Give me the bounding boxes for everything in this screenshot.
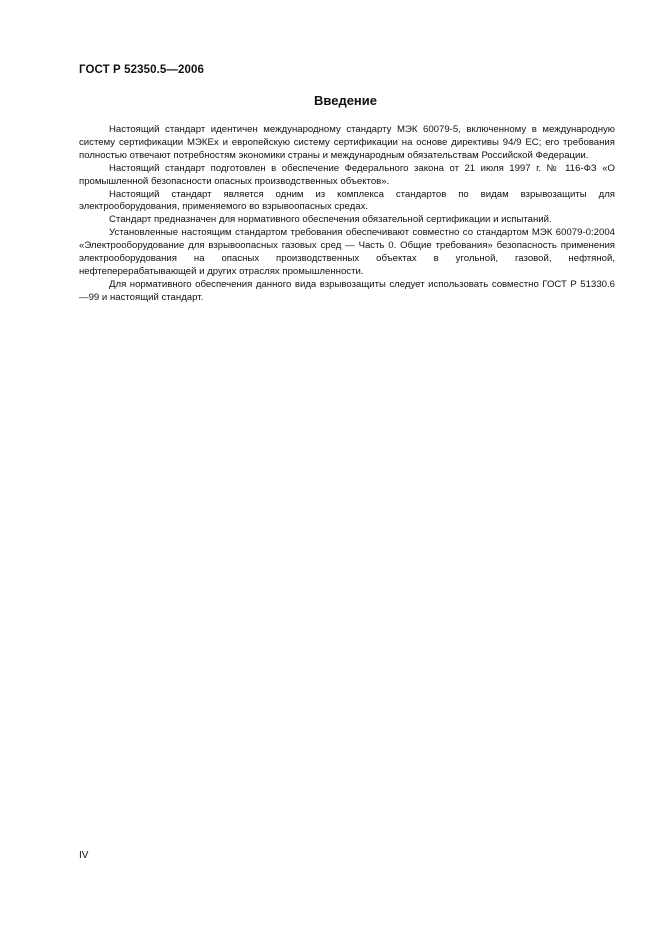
paragraph: Для нормативного обеспечения данного вида взрывозащиты следует использовать совместно ГОСТ Р 51330.6—99 и настоящий стандарт.	[79, 278, 615, 303]
introduction-body	[79, 124, 615, 305]
page-number: IV	[79, 850, 89, 861]
paragraph: Установленные настоящим стандартом требования обеспечивают совместно со стандартом МЭК 60079-0:2004 «Электрооборудование для взрывоопасных газовых сред — Часть 0. Общие требования» безопасность применения электрооборудования на опасных производственных объектах в угольной, газовой, нефтяной, нефтеперерабатывающей и других отраслях промышленности.	[79, 227, 615, 277]
paragraph: Настоящий стандарт идентичен международному стандарту МЭК 60079-5, включенному в международную систему сертификации МЭКЕх и европейскую систему сертификации на основе директивы 94/9 ЕС; его требования полностью отвечают потребностям экономики страны и международным обязательствам Российской Федерации.	[79, 124, 615, 161]
paragraph: Стандарт предназначен для нормативного обеспечения обязательной сертификации и испытаний.	[109, 214, 552, 226]
document-header-code: ГОСТ Р 52350.5—2006	[79, 64, 204, 76]
section-title: Введение	[314, 93, 377, 108]
paragraph: Настоящий стандарт подготовлен в обеспечение Федерального закона от 21 июля 1997 г. № 116-ФЗ «О промышленной безопасности опасных производственных объектов».	[79, 162, 615, 187]
paragraph: Настоящий стандарт является одним из комплекса стандартов по видам взрывозащиты для электрооборудования, применяемого во взрывоопасных средах.	[79, 188, 615, 213]
